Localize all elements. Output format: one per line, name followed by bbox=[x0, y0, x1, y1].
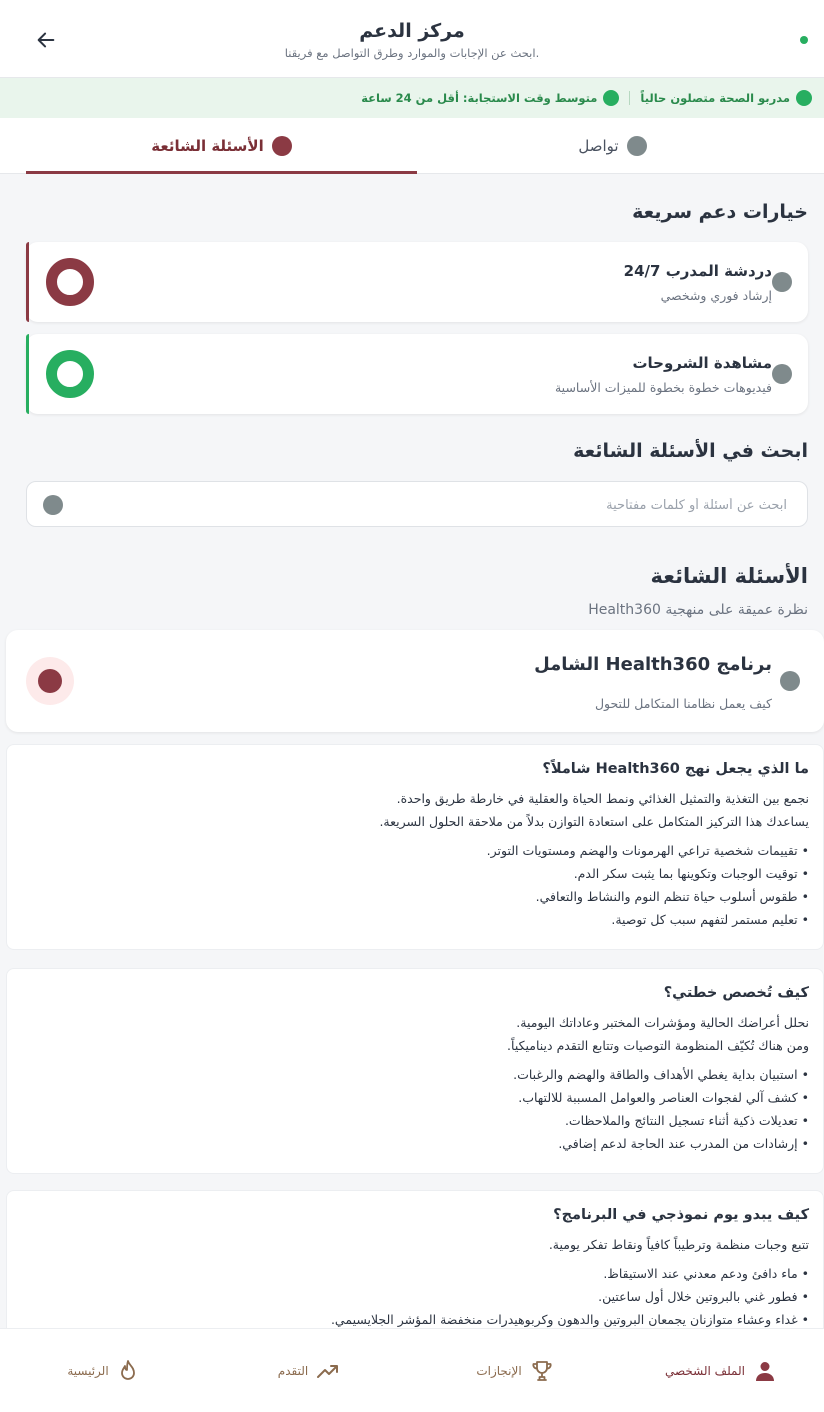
faq-bullet: • تعليم مستمر لتفهم سبب كل توصية. bbox=[21, 908, 809, 931]
program-bullet-icon bbox=[780, 671, 800, 691]
faq-search-box bbox=[26, 481, 808, 527]
quick-support-title: خيارات دعم سريعة bbox=[632, 201, 808, 223]
program-subtitle: كيف يعمل نظامنا المتكامل للتحول bbox=[594, 696, 772, 711]
faq-paragraph: تتبع وجبات منظمة وترطيباً كافياً ونقاط تفكر يومية. bbox=[548, 1237, 809, 1252]
online-status-icon bbox=[796, 90, 812, 106]
contact-tab-icon bbox=[627, 136, 647, 156]
faq-section-title: الأسئلة الشائعة bbox=[650, 564, 808, 588]
faq-bullet-list bbox=[21, 1063, 809, 1155]
tutorials-card[interactable] bbox=[26, 334, 808, 414]
program-badge-icon bbox=[38, 669, 62, 693]
faq-paragraph: نجمع بين التغذية والتمثيل الغذائي ونمط الحياة والعقلية في خارطة طريق واحدة. bbox=[396, 791, 809, 806]
online-status-text: مدربو الصحة متصلون حالياً bbox=[640, 91, 790, 105]
faq-search-input[interactable] bbox=[97, 490, 787, 520]
nav-progress-label: التقدم bbox=[277, 1364, 309, 1378]
faq-bullet-list bbox=[21, 839, 809, 931]
play-video-icon bbox=[46, 350, 94, 398]
nav-home[interactable] bbox=[0, 1329, 206, 1412]
faq-bullet: • طقوس أسلوب حياة تنظم النوم والنشاط والتعافي. bbox=[21, 885, 809, 908]
tab-contact[interactable] bbox=[417, 118, 808, 174]
program-title: برنامج Health360 الشامل bbox=[534, 654, 772, 675]
faq-question: ما الذي يجعل نهج Health360 شاملاً؟ bbox=[542, 761, 809, 777]
faq-section-subtitle: نظرة عميقة على منهجية Health360 bbox=[588, 602, 808, 618]
coach-chat-title: دردشة المدرب 24/7 bbox=[623, 262, 772, 280]
response-time-icon bbox=[603, 90, 619, 106]
trending-up-icon bbox=[316, 1359, 340, 1383]
nav-achievements-label: الإنجازات bbox=[476, 1364, 522, 1378]
faq-bullet: • كشف آلي لفجوات العناصر والعوامل المسببة للالتهاب. bbox=[21, 1086, 809, 1109]
status-bar bbox=[0, 78, 824, 118]
faq-bullet: • ماء دافئ ودعم معدني عند الاستيقاظ. bbox=[21, 1262, 809, 1285]
active-tab-indicator bbox=[26, 171, 417, 174]
faq-bullet: • استبيان بداية يغطي الأهداف والطاقة والهضم والرغبات. bbox=[21, 1063, 809, 1086]
faq-bullet: • فطور غني بالبروتين خلال أول ساعتين. bbox=[21, 1285, 809, 1308]
faq-paragraph: نحلل أعراضك الحالية ومؤشرات المختبر وعاداتك اليومية. bbox=[516, 1015, 809, 1030]
flame-icon bbox=[117, 1359, 139, 1383]
response-time-text: متوسط وقت الاستجابة: أقل من 24 ساعة bbox=[361, 91, 598, 105]
faq-item bbox=[6, 968, 824, 1174]
nav-achievements[interactable] bbox=[412, 1329, 618, 1412]
faq-item bbox=[6, 744, 824, 950]
coach-chat-bullet-icon bbox=[772, 272, 792, 292]
coach-chat-accent bbox=[26, 242, 29, 322]
tutorials-accent bbox=[26, 334, 29, 414]
nav-home-label: الرئيسية bbox=[67, 1364, 109, 1378]
tab-faq[interactable] bbox=[26, 118, 417, 174]
faq-bullet: • توقيت الوجبات وتكوينها بما يثبت سكر الدم. bbox=[21, 862, 809, 885]
nav-profile[interactable] bbox=[618, 1329, 824, 1412]
program-overview-card[interactable] bbox=[6, 630, 824, 732]
tutorials-subtitle: فيديوهات خطوة بخطوة للميزات الأساسية bbox=[554, 380, 772, 395]
faq-question: كيف يبدو يوم نموذجي في البرنامج؟ bbox=[553, 1207, 809, 1223]
app-header bbox=[0, 0, 824, 78]
faq-bullet: • غداء وعشاء متوازنان يجمعان البروتين والدهون وكربوهيدرات منخفضة المؤشر الجلايسيمي. bbox=[21, 1308, 809, 1331]
faq-tab-icon bbox=[272, 136, 292, 156]
faq-bullet: • تقييمات شخصية تراعي الهرمونات والهضم ومستويات التوتر. bbox=[21, 839, 809, 862]
bottom-navigation bbox=[0, 1328, 824, 1412]
page-subtitle: ابحث عن الإجابات والموارد وطرق التواصل مع فريقنا. bbox=[284, 46, 540, 60]
nav-profile-label: الملف الشخصي bbox=[665, 1364, 745, 1378]
nav-progress[interactable] bbox=[206, 1329, 412, 1412]
faq-bullet: • تعديلات ذكية أثناء تسجيل النتائج والملاحظات. bbox=[21, 1109, 809, 1132]
tab-bar bbox=[0, 118, 824, 174]
search-faq-title: ابحث في الأسئلة الشائعة bbox=[573, 440, 808, 462]
tutorials-bullet-icon bbox=[772, 364, 792, 384]
page-title: مركز الدعم bbox=[359, 20, 465, 42]
tutorials-title: مشاهدة الشروحات bbox=[632, 354, 772, 372]
tab-faq-label: الأسئلة الشائعة bbox=[151, 137, 264, 155]
tab-contact-label: تواصل bbox=[578, 137, 619, 155]
coach-chat-subtitle: إرشاد فوري وشخصي bbox=[660, 288, 772, 303]
online-indicator bbox=[800, 36, 808, 44]
faq-question: كيف تُخصص خطتي؟ bbox=[663, 985, 809, 1001]
program-badge bbox=[26, 657, 74, 705]
coach-chat-card[interactable] bbox=[26, 242, 808, 322]
faq-paragraph: ومن هناك تُكيّف المنظومة التوصيات وتتابع التقدم ديناميكياً. bbox=[507, 1038, 809, 1053]
chat-icon bbox=[46, 258, 94, 306]
status-divider bbox=[629, 91, 630, 105]
faq-bullet-list bbox=[21, 1262, 809, 1331]
user-icon bbox=[753, 1359, 777, 1383]
trophy-icon bbox=[530, 1359, 554, 1383]
faq-paragraph: يساعدك هذا التركيز المتكامل على استعادة التوازن بدلاً من ملاحقة الحلول السريعة. bbox=[379, 814, 809, 829]
search-icon bbox=[43, 495, 63, 515]
faq-bullet: • إرشادات من المدرب عند الحاجة لدعم إضافي. bbox=[21, 1132, 809, 1155]
